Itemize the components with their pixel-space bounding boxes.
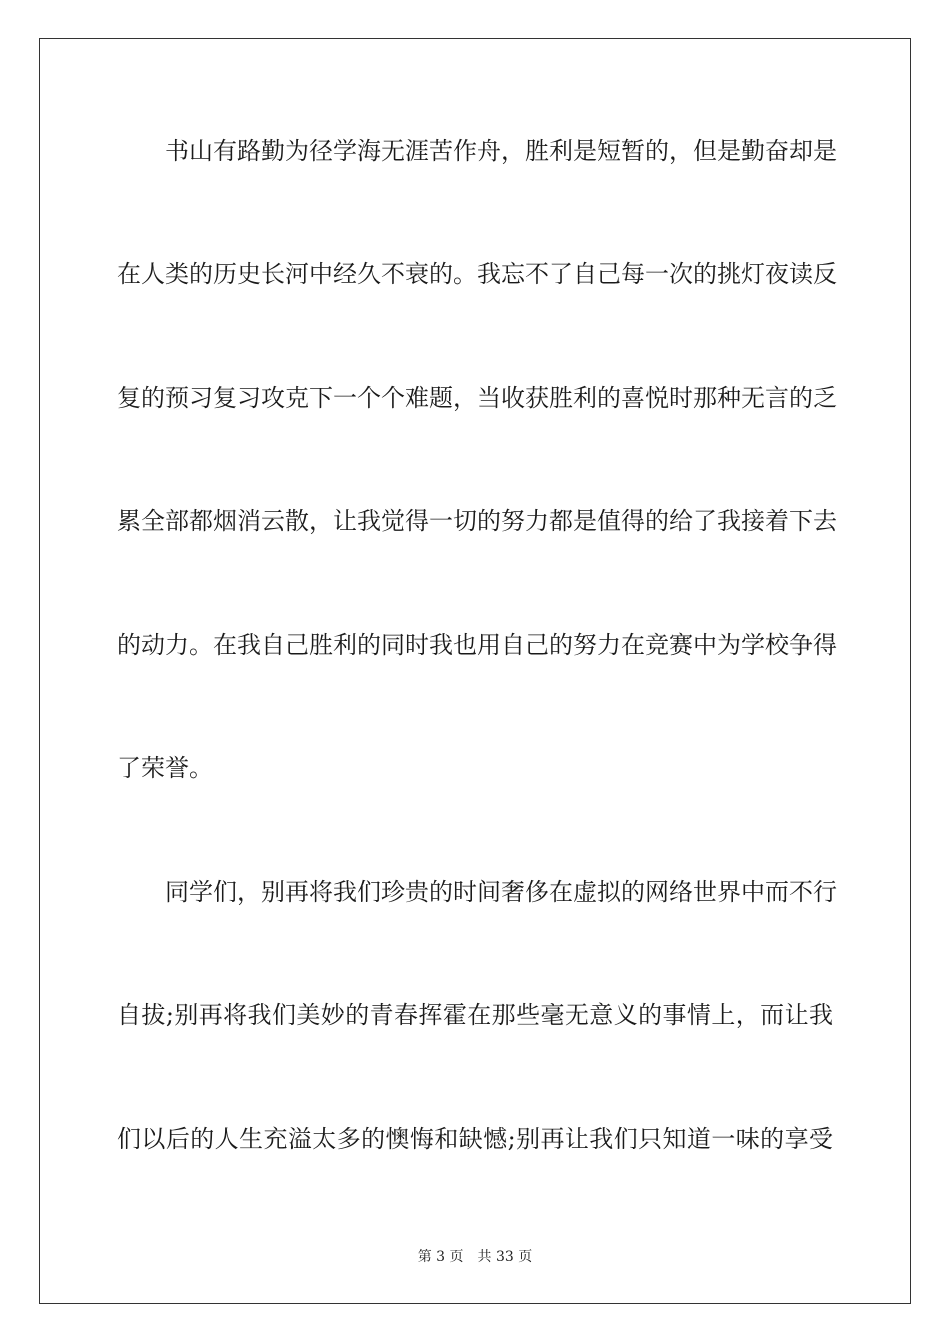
paragraph-2-line-3: 们以后的人生充溢太多的懊悔和缺憾;别再让我们只知道一味的享受 [117,1125,833,1153]
page-number: 第 3 页 [417,1249,464,1265]
paragraph-1-line-2: 在人类的历史长河中经久不衰的。我忘不了自己每一次的挑灯夜读反 [117,260,837,288]
paragraph-2-line-1: 同学们，别再将我们珍贵的时间奢侈在虚拟的网络世界中而不行 [165,878,837,906]
paragraph-1-line-1: 书山有路勤为径学海无涯苦作舟，胜利是短暂的，但是勤奋却是 [165,137,837,165]
paragraph-1-line-5: 的动力。在我自己胜利的同时我也用自己的努力在竞赛中为学校争得 [117,631,837,659]
page-footer [0,1247,950,1267]
paragraph-1-line-3: 复的预习复习攻克下一个个难题，当收获胜利的喜悦时那种无言的乏 [117,384,837,412]
paragraph-1-line-4: 累全部都烟消云散，让我觉得一切的努力都是值得的给了我接着下去 [117,507,837,535]
paragraph-2-line-2: 自拔;别再将我们美妙的青春挥霍在那些毫无意义的事情上，而让我 [117,1001,833,1029]
page-border [39,38,911,1304]
paragraph-1-line-6: 了荣誉。 [117,754,213,782]
page-total: 共 33 页 [477,1249,533,1265]
